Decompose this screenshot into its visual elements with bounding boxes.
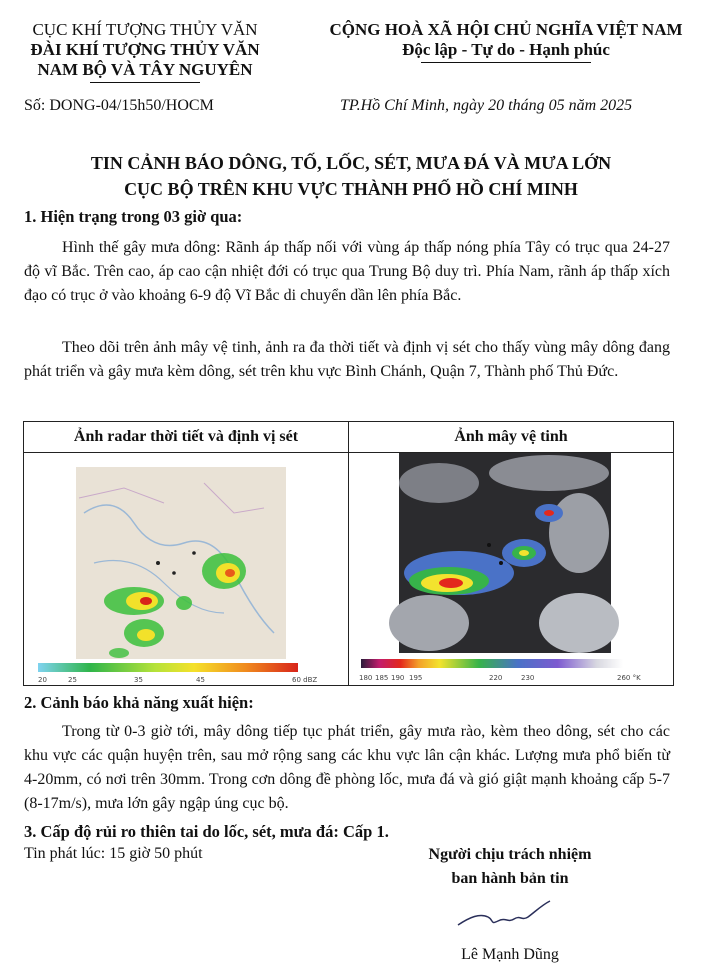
section1-para1: Hình thế gây mưa dông: Rãnh áp thấp nối với vùng áp thấp nóng phía Tây có trục qua 24-27 độ vĩ Bắc. Trên cao, áp cao cận nhiệt đới có trục qua Trung Bộ duy trì. Phía Nam, rãnh áp thấp xích đạo có trục ở vào khoảng 6-9 độ Vĩ Bắc di chuyển dần lên phía Bắc. bbox=[24, 239, 670, 304]
radar-scale-45: 45 bbox=[196, 676, 205, 684]
sat-scale-195: 195 bbox=[409, 674, 423, 682]
sat-scale-185: 185 bbox=[375, 674, 389, 682]
sat-scale-230: 230 bbox=[521, 674, 535, 682]
sat-scale-190: 190 bbox=[391, 674, 405, 682]
sat-scale-260: 260 °K bbox=[617, 674, 641, 682]
section3-heading: 3. Cấp độ rủi ro thiên tai do lốc, sét, mưa đá: Cấp 1. bbox=[24, 822, 389, 841]
agency-line1: CỤC KHÍ TƯỢNG THỦY VĂN bbox=[32, 20, 258, 39]
title-line1: TIN CẢNH BÁO DÔNG, TỐ, LỐC, SÉT, MƯA ĐÁ VÀ MƯA LỚN bbox=[90, 153, 612, 173]
place-date: TP.Hồ Chí Minh, ngày 20 tháng 05 năm 2025 bbox=[340, 97, 633, 114]
section1-heading: 1. Hiện trạng trong 03 giờ qua: bbox=[24, 207, 243, 226]
national-header bbox=[310, 20, 702, 63]
satellite-image bbox=[349, 453, 673, 685]
motto-underline bbox=[421, 62, 591, 63]
agency-line2: ĐÀI KHÍ TƯỢNG THỦY VĂN bbox=[30, 40, 260, 59]
sat-scale-180: 180 bbox=[359, 674, 373, 682]
agency-header bbox=[0, 20, 290, 83]
handwritten-signature bbox=[450, 895, 560, 935]
radar-scale-20: 20 bbox=[38, 676, 47, 684]
satellite-map bbox=[349, 453, 673, 685]
republic-title: CỘNG HOÀ XÃ HỘI CHỦ NGHĨA VIỆT NAM bbox=[329, 20, 683, 39]
responsible-line1: Người chịu trách nhiệm bbox=[428, 846, 592, 863]
responsible-line2: ban hành bản tin bbox=[451, 870, 569, 887]
radar-scale-60: 60 dBZ bbox=[292, 676, 318, 684]
bulletin-title bbox=[0, 150, 702, 202]
responsible-block bbox=[400, 843, 620, 891]
section2-para: Trong từ 0-3 giờ tới, mây dông tiếp tục phát triển, gây mưa rào, kèm theo dông, sét cho các khu vực các quận huyện trên, sau mở rộng sang các khu vực lân cận khác. Lượng mưa phổ biến từ 4-20mm, có nơi trên 30mm. Trong cơn dông đề phòng lốc, mưa đá và gió giật mạnh khoảng cấp 5-7 (8-17m/s), mưa lớn gây ngập úng cục bộ. bbox=[24, 723, 670, 812]
sat-scale-220: 220 bbox=[489, 674, 503, 682]
national-motto: Độc lập - Tự do - Hạnh phúc bbox=[402, 40, 610, 59]
radar-scale-25: 25 bbox=[68, 676, 77, 684]
figures-table bbox=[23, 421, 674, 686]
issue-time: Tin phát lúc: 15 giờ 50 phút bbox=[24, 845, 203, 862]
agency-line3: NAM BỘ VÀ TÂY NGUYÊN bbox=[37, 60, 253, 79]
radar-map bbox=[24, 453, 344, 685]
section1-para2: Theo dõi trên ảnh mây vệ tinh, ảnh ra đa thời tiết và định vị sét cho thấy vùng mây dông đang phát triển và gây mưa kèm dông, sét trên khu vực Bình Chánh, Quận 7, Thành phố Thủ Đức. bbox=[24, 339, 670, 380]
document-number: Số: DONG-04/15h50/HOCM bbox=[24, 97, 214, 114]
radar-scale-35: 35 bbox=[134, 676, 143, 684]
radar-image bbox=[24, 453, 348, 685]
title-line2: CỤC BỘ TRÊN KHU VỰC THÀNH PHỐ HỒ CHÍ MINH bbox=[124, 179, 578, 199]
agency-underline bbox=[90, 82, 200, 83]
section2-heading: 2. Cảnh báo khả năng xuất hiện: bbox=[24, 693, 254, 712]
radar-caption: Ảnh radar thời tiết và định vị sét bbox=[24, 422, 349, 453]
satellite-caption: Ảnh mây vệ tinh bbox=[349, 422, 674, 453]
signer-name: Lê Mạnh Dũng bbox=[461, 946, 559, 963]
